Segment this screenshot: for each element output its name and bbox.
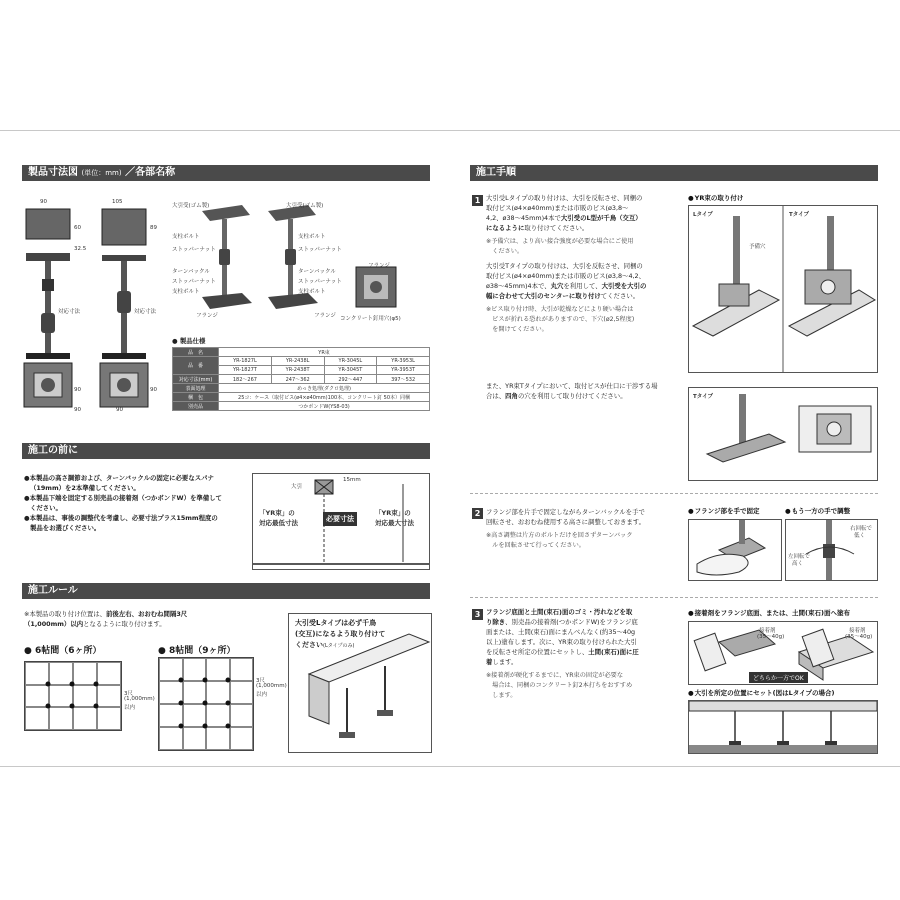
text-bold: 幅に合わせて大引のセンターに取り付け bbox=[486, 292, 601, 300]
label-l-flange: フランジ bbox=[196, 313, 218, 319]
label-required: 必要寸法 bbox=[323, 512, 357, 526]
text-line: 、別売品の接着剤(つかボンドW)をフランジ底 bbox=[505, 618, 638, 626]
text-line: 4,2、ø38〜45mm)4本で bbox=[486, 214, 561, 222]
table-row bbox=[173, 357, 430, 366]
text-bold: 大引受を大引の bbox=[601, 282, 647, 290]
rule-box-line: ください bbox=[295, 641, 323, 649]
table-row bbox=[173, 393, 430, 402]
table-cell: 別売品 bbox=[173, 402, 219, 411]
figure-attach-yr bbox=[688, 205, 878, 373]
label-nail-hole: コンクリート釘用穴(φ5) bbox=[340, 316, 401, 322]
table-row bbox=[173, 375, 430, 384]
step-2-text bbox=[486, 507, 682, 551]
label-turn-left: 左回転で bbox=[788, 554, 811, 560]
label-15mm: 15mm bbox=[343, 477, 361, 483]
dim-side-t: 90 bbox=[116, 407, 123, 413]
dim-width-l: 90 bbox=[40, 199, 47, 205]
label-l-type: Lタイプ bbox=[693, 212, 713, 218]
label-t-flange: フランジ bbox=[314, 313, 336, 319]
figure-caption: ● フランジ部を手で固定 bbox=[688, 506, 760, 515]
text-bold: 大引受のL型が千鳥（交互） bbox=[560, 214, 642, 222]
post-dot bbox=[226, 701, 231, 706]
text-line: 取付ビス(ø4×ø40mm)または市販のビス(ø3,8〜 bbox=[486, 204, 629, 212]
rule-text bbox=[24, 609, 289, 629]
figure-caption: ● 大引を所定の位置にセット(図はLタイプの場合) bbox=[688, 688, 834, 697]
text-line: 面または、土間(束石)面にまんべんなく(約35〜40g bbox=[486, 628, 636, 636]
figure-caption: ● YR束の取り付け bbox=[688, 193, 743, 202]
grid-6-tatami bbox=[24, 661, 122, 731]
note-line: ●本製品は、事後の調整代を考慮し、必要寸法プラス15mm程度の bbox=[24, 514, 218, 522]
table-cell: 対応寸法(mm) bbox=[173, 375, 219, 384]
label-min-1: 「YR束」の bbox=[259, 509, 295, 517]
figure-apply-glue bbox=[688, 621, 878, 685]
text-bold: フランジ底面と土間(束石)面のゴミ・汚れなどを取 bbox=[486, 608, 633, 616]
spec-title-text: 製品仕様 bbox=[179, 337, 206, 345]
label-glue-2: 接着剤 bbox=[849, 628, 866, 634]
label-t-bolt: 支柱ボルト bbox=[298, 234, 326, 240]
spec-table bbox=[172, 347, 430, 411]
table-cell: めっき処理(ダクロ処理) bbox=[219, 384, 430, 393]
post-dot bbox=[46, 682, 51, 687]
section-header-rules bbox=[22, 583, 430, 599]
label-t-type: Tタイプ bbox=[789, 212, 809, 218]
table-cell: 182〜267 bbox=[219, 375, 272, 384]
label-t-seat: 大引受(ゴム製) bbox=[286, 203, 324, 209]
label-t-bolt2: 支柱ボルト bbox=[298, 289, 326, 295]
text-line: 回転させ、おおむね使用する高さに調整しておきます。 bbox=[486, 518, 646, 526]
label-l-bolt2: 支柱ボルト bbox=[172, 289, 200, 295]
rule-text-d: となるように取り付けます。 bbox=[83, 620, 166, 628]
note-line: ※高さ調整は片方のボルトだけを回さずターンバック bbox=[486, 532, 633, 539]
rule-text-b: 前後左右、おおむね間隔3尺 bbox=[106, 610, 188, 618]
post-dot bbox=[94, 682, 99, 687]
label-l-seat: 大引受(ゴム製) bbox=[172, 203, 210, 209]
text-bold: 土間(束石)面に圧 bbox=[588, 648, 639, 656]
step-1-number: 1 bbox=[472, 195, 483, 206]
label-min-2: 対応最低寸法 bbox=[259, 519, 298, 527]
before-notes bbox=[24, 473, 249, 533]
table-cell: YR-3953T bbox=[377, 366, 430, 375]
divider bbox=[470, 597, 878, 598]
note-line: ※接着剤が硬化するまでに、YR束の固定が必要な bbox=[486, 672, 624, 679]
label-l-bolt: 支柱ボルト bbox=[172, 234, 200, 240]
grid6-title: ● 6帖間（6ヶ所） bbox=[24, 646, 102, 656]
grid8-dim-2: (1,000mm) bbox=[256, 683, 287, 689]
table-cell: YR-3045T bbox=[324, 366, 377, 375]
figure-caption: ● もう一方の手で調整 bbox=[785, 506, 850, 515]
figure-rule-staggered bbox=[288, 613, 432, 753]
table-cell: YR束 bbox=[219, 348, 430, 357]
section-unit: (単位：mm) bbox=[81, 169, 122, 177]
table-cell: 品 名 bbox=[173, 348, 219, 357]
label-t-turnbuckle: ターンバックル bbox=[298, 269, 336, 275]
rule-text-c: （1,000mm）以内 bbox=[24, 620, 84, 628]
label-turn-right: 右回転で bbox=[850, 526, 873, 532]
text-line: 合は、 bbox=[486, 392, 506, 400]
post-dot bbox=[70, 682, 75, 687]
step-3-text bbox=[486, 607, 682, 701]
text-line: 取り付けてください。 bbox=[524, 224, 589, 232]
table-row bbox=[173, 402, 430, 411]
post-dot bbox=[203, 678, 208, 683]
label-l-nut: ストッパーナット bbox=[172, 247, 216, 253]
text-bold: り除き bbox=[486, 618, 506, 626]
label-t-nut2: ストッパーナット bbox=[298, 279, 342, 285]
section-title: 施工ルール bbox=[28, 585, 78, 596]
label-l-nut2: ストッパーナット bbox=[172, 279, 216, 285]
rule-beam-drawing bbox=[289, 614, 431, 752]
post-dot bbox=[70, 704, 75, 709]
label-glue-amount-2: (35〜40g) bbox=[845, 634, 873, 640]
table-cell: YR-2438L bbox=[271, 357, 324, 366]
grid8-dim-3: 以内 bbox=[256, 692, 268, 698]
step-1-text bbox=[486, 193, 682, 335]
table-cell: つかボンドW(YS8-03) bbox=[219, 402, 430, 411]
dim-height-l: 60 bbox=[74, 225, 81, 231]
grid8-title: ● 8帖間（9ヶ所） bbox=[158, 646, 236, 656]
note-line: ※予備穴は、より高い接合強度が必要な場合にご使用 bbox=[486, 238, 634, 245]
figure-before bbox=[252, 473, 430, 570]
grid6-title-text: 6帖間（6ヶ所） bbox=[35, 646, 102, 656]
label-l-turnbuckle: ターンバックル bbox=[172, 269, 210, 275]
note-line: ルを回転させて行ってください。 bbox=[486, 542, 585, 549]
section-title-rest: ／各部名称 bbox=[125, 167, 176, 178]
grid8-dim-1: 3尺 bbox=[256, 678, 265, 684]
figure-hold-flange bbox=[688, 519, 782, 581]
grid6-dim-1: 3尺 bbox=[124, 691, 133, 697]
dim-base-l: 90 bbox=[74, 387, 81, 393]
figure-hold-drawing bbox=[689, 520, 781, 580]
note-line: 場合は、同梱のコンクリート釘2本打ちをおすすめ bbox=[486, 682, 633, 689]
text-bold: になるように bbox=[486, 224, 525, 232]
post-dot bbox=[46, 704, 51, 709]
grid8-title-text: 8帖間（9ヶ所） bbox=[169, 646, 236, 656]
figure-caption: ● 接着剤をフランジ底面、または、土間(束石)面へ塗布 bbox=[688, 608, 850, 617]
note-line: ください。 bbox=[486, 248, 524, 255]
section-header-dimensions bbox=[22, 165, 430, 181]
text-line: 以上)塗布します。次に、YR束の取り付けられた大引 bbox=[486, 638, 637, 646]
section-title: 施工手順 bbox=[476, 167, 516, 178]
text-line: を利用して、 bbox=[563, 282, 602, 290]
rule-text-a: ※本製品の取り付け位置は、 bbox=[24, 610, 107, 618]
section-header-procedure bbox=[470, 165, 878, 181]
parts-illustration bbox=[180, 197, 430, 327]
post-dot bbox=[203, 724, 208, 729]
divider bbox=[470, 493, 878, 494]
text-line: てください。 bbox=[600, 292, 640, 300]
spec-title: ● 製品仕様 bbox=[172, 337, 206, 345]
text-line: ø38〜45mm)4本で、 bbox=[486, 282, 551, 290]
t-turnbuckle bbox=[117, 291, 131, 313]
l-turnbuckle bbox=[41, 313, 55, 333]
note-line: を開けてください。 bbox=[486, 326, 548, 333]
text-line: 大引受Lタイプの取り付けは、大引を反転させ、同梱の bbox=[486, 194, 643, 202]
label-pilot-hole: 予備穴 bbox=[749, 244, 766, 250]
table-cell: 品 番 bbox=[173, 357, 219, 375]
label-t-nut: ストッパーナット bbox=[298, 247, 342, 253]
text-bold: 着 bbox=[486, 658, 493, 666]
text-line: の穴を利用して取り付けてください。 bbox=[517, 392, 627, 400]
figure-attach-drawing bbox=[689, 206, 877, 372]
text-line: します。 bbox=[492, 658, 518, 666]
text-bold: 四角 bbox=[505, 392, 518, 400]
label-glue-amount: (35〜40g) bbox=[757, 634, 785, 640]
note-line: ●本製品の高さ調節および、ターンバックルの固定に必要なスパナ bbox=[24, 474, 214, 482]
post-dot bbox=[226, 678, 231, 683]
table-cell: 梱 包 bbox=[173, 393, 219, 402]
step-2-number: 2 bbox=[472, 508, 483, 519]
section-title: 施工の前に bbox=[28, 445, 78, 456]
table-cell: YR-1827T bbox=[219, 366, 272, 375]
dim-base-t: 90 bbox=[150, 387, 157, 393]
t-seat-top-view bbox=[102, 209, 146, 245]
label-obiki: 大引 bbox=[291, 484, 303, 490]
manual-sheet bbox=[0, 130, 900, 767]
table-cell: YR-2438T bbox=[271, 366, 324, 375]
text-line: また、YR束Tタイプにおいて、取付ビスが仕口に干渉する場 bbox=[486, 382, 658, 390]
dim-width-t: 105 bbox=[112, 199, 123, 205]
grid6-dim-3: 以内 bbox=[124, 705, 136, 711]
note-line: ※ビス取り付け時、大引が乾燥などにより硬い場合は bbox=[486, 306, 634, 313]
label-max-1: 「YR束」の bbox=[375, 509, 411, 517]
dim-side-l: 90 bbox=[74, 407, 81, 413]
dim-range-t: 対応寸法 bbox=[134, 309, 157, 315]
step-1-extra bbox=[486, 381, 686, 401]
l-seat-side bbox=[26, 253, 70, 261]
section-header-before bbox=[22, 443, 430, 459]
label-lower: 低く bbox=[854, 533, 866, 539]
table-cell: 292〜447 bbox=[324, 375, 377, 384]
text-bold: 丸穴 bbox=[550, 282, 564, 290]
l-seat-top-view bbox=[26, 209, 70, 239]
dim-height-t: 89 bbox=[150, 225, 157, 231]
text-line: 大引受Tタイプの取り付けは、大引を反転させ、同梱の bbox=[486, 262, 643, 270]
rule-box-line: 大引受Lタイプは必ず千鳥 bbox=[295, 619, 377, 627]
note-line: 製品をお選びください。 bbox=[30, 524, 101, 532]
post-dot bbox=[94, 704, 99, 709]
post-dot bbox=[179, 678, 184, 683]
text-line: 取付ビス(ø4×ø40mm)または市販のビス(ø3,8〜4,2、 bbox=[486, 272, 646, 280]
note-line: します。 bbox=[486, 692, 517, 699]
table-cell: YR-3045L bbox=[324, 357, 377, 366]
note-line: （19mm）を2本準備してください。 bbox=[30, 484, 140, 492]
table-cell: 25コ：ケース（取付ビス(ø4×ø40mm)100本、コンクリート釘 50本）同梱 bbox=[219, 393, 430, 402]
table-row bbox=[173, 384, 430, 393]
dim-offset: 32.5 bbox=[74, 246, 87, 252]
dim-range-l: 対応寸法 bbox=[58, 309, 81, 315]
table-cell: 397〜532 bbox=[377, 375, 430, 384]
note-line: ください。 bbox=[30, 504, 62, 512]
figure-adjust-turnbuckle bbox=[785, 519, 878, 581]
either-ok-badge: どちらか一方でOK bbox=[749, 672, 808, 683]
post-dot bbox=[179, 701, 184, 706]
table-cell: 表面処理 bbox=[173, 384, 219, 393]
label-max-2: 対応最大寸法 bbox=[375, 519, 414, 527]
section-title: 製品寸法図 bbox=[28, 167, 78, 178]
post-dot bbox=[226, 724, 231, 729]
rule-box-line: (交互)になるよう取り付けて bbox=[295, 630, 386, 638]
post-dot bbox=[203, 701, 208, 706]
table-cell: YR-1827L bbox=[219, 357, 272, 366]
figure-t-square-drawing bbox=[689, 388, 877, 480]
grid6-dim-2: (1,000mm) bbox=[124, 696, 155, 702]
text-line: フランジ部を片手で固定しながらターンバックルを手で bbox=[486, 508, 645, 516]
post-dot bbox=[179, 724, 184, 729]
note-line: ●本製品下端を固定する別売品の接着剤（つかボンドW）を準備して bbox=[24, 494, 222, 502]
label-higher: 高く bbox=[792, 561, 804, 567]
note-line: ビスが折れる恐れがありますので、下穴(ø2,5程度) bbox=[486, 316, 635, 323]
figure-set-drawing bbox=[689, 701, 877, 753]
label-glue: 接着剤 bbox=[759, 628, 776, 634]
table-cell: 247〜362 bbox=[271, 375, 324, 384]
figure-t-square-hole bbox=[688, 387, 878, 481]
rule-box-sub: (Lタイプのみ) bbox=[323, 643, 355, 649]
text-line: を反転させ所定の位置にセットし、 bbox=[486, 648, 589, 656]
label-flange: フランジ bbox=[368, 263, 390, 269]
table-cell: YR-3953L bbox=[377, 357, 430, 366]
figure-set-position bbox=[688, 700, 878, 754]
label-t-type-2: Tタイプ bbox=[693, 394, 713, 400]
table-row bbox=[173, 348, 430, 357]
step-3-number: 3 bbox=[472, 609, 483, 620]
